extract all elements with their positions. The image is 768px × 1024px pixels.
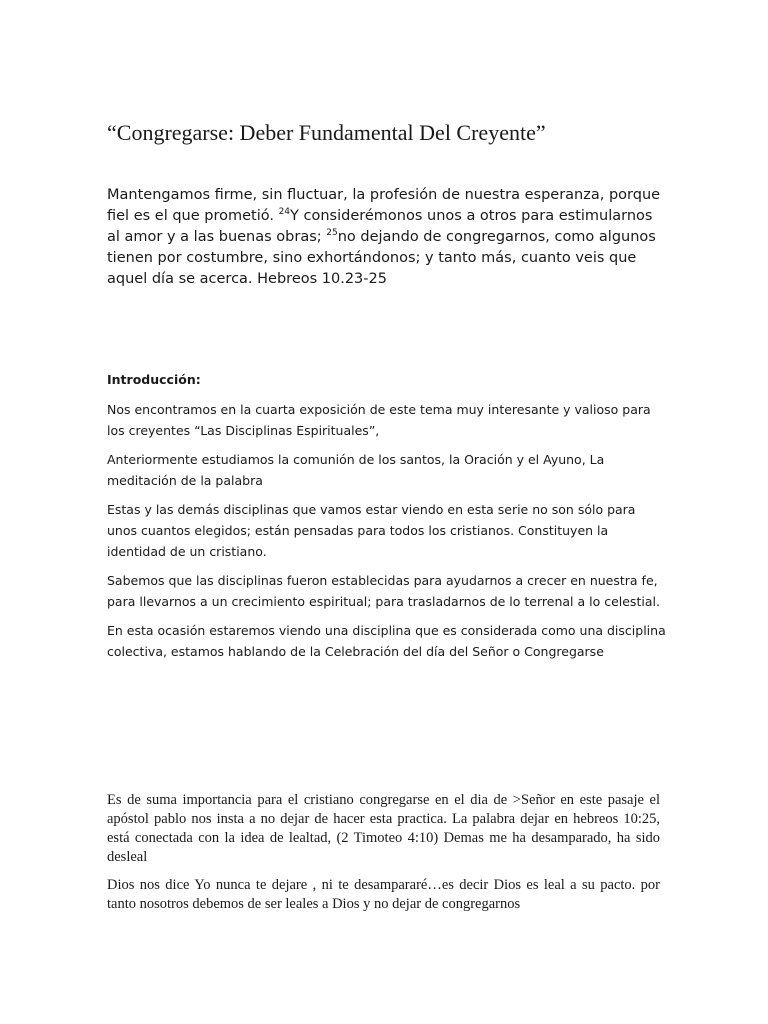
verse-number-24: 24 <box>278 207 291 218</box>
document-title: “Congregarse: Deber Fundamental Del Creyente” <box>107 120 546 145</box>
body-paragraph: Dios nos dice Yo nunca te dejare , ni te desampararé…es decir Dios es leal a su pacto. por tanto nosotros debemos de ser leales a Dios y no dejar de congregarnos <box>107 877 660 912</box>
intro-paragraph: Sabemos que las disciplinas fueron establecidas para ayudarnos a crecer en nuestra fe, para llevarnos a un crecimiento espiritual; para trasladarnos de lo terrenal a lo celestial. <box>107 573 660 609</box>
verse-text-part-2: Y considerémonos unos a otros para estimularnos al amor y a las buenas obras; <box>107 208 653 245</box>
verse-number-25: 25 <box>326 228 338 239</box>
body-section <box>107 791 660 923</box>
scripture-verse <box>107 185 667 290</box>
intro-paragraph: Nos encontramos en la cuarta exposición de este tema muy interesante y valioso para los creyentes “Las Disciplinas Espirituales”, <box>107 402 651 438</box>
introduction-section <box>107 369 667 670</box>
verse-text-part-1: Mantengamos firme, sin fluctuar, la profesión de nuestra esperanza, porque fiel es el que prometió. <box>107 187 661 224</box>
intro-paragraph: En esta ocasión estaremos viendo una disciplina que es considerada como una disciplina colectiva, estamos hablando de la Celebración del día del Señor o Congregarse <box>107 623 666 659</box>
verse-text-part-3: no dejando de congregarnos, como algunos tienen por costumbre, sino exhortándonos; y tanto más, cuanto veis que aquel día se acerca. Hebreos 10.23-25 <box>107 229 656 287</box>
intro-paragraph: Anteriormente estudiamos la comunión de los santos, la Oración y el Ayuno, La meditación de la palabra <box>107 452 605 488</box>
body-paragraph: Es de suma importancia para el cristiano congregarse en el dia de >Señor en este pasaje el apóstol pablo nos insta a no dejar de hacer esta practica. La palabra dejar en hebreos 10:25, está conectada con la idea de lealtad, (2 Timoteo 4:10) Demas me ha desamparado, ha sido desleal <box>107 792 660 865</box>
intro-paragraph: Estas y las demás disciplinas que vamos estar viendo en esta serie no son sólo para unos cuantos elegidos; están pensadas para todos los cristianos. Constituyen la identidad de un cristiano. <box>107 502 636 559</box>
introduction-heading: Introducción: <box>107 372 201 387</box>
